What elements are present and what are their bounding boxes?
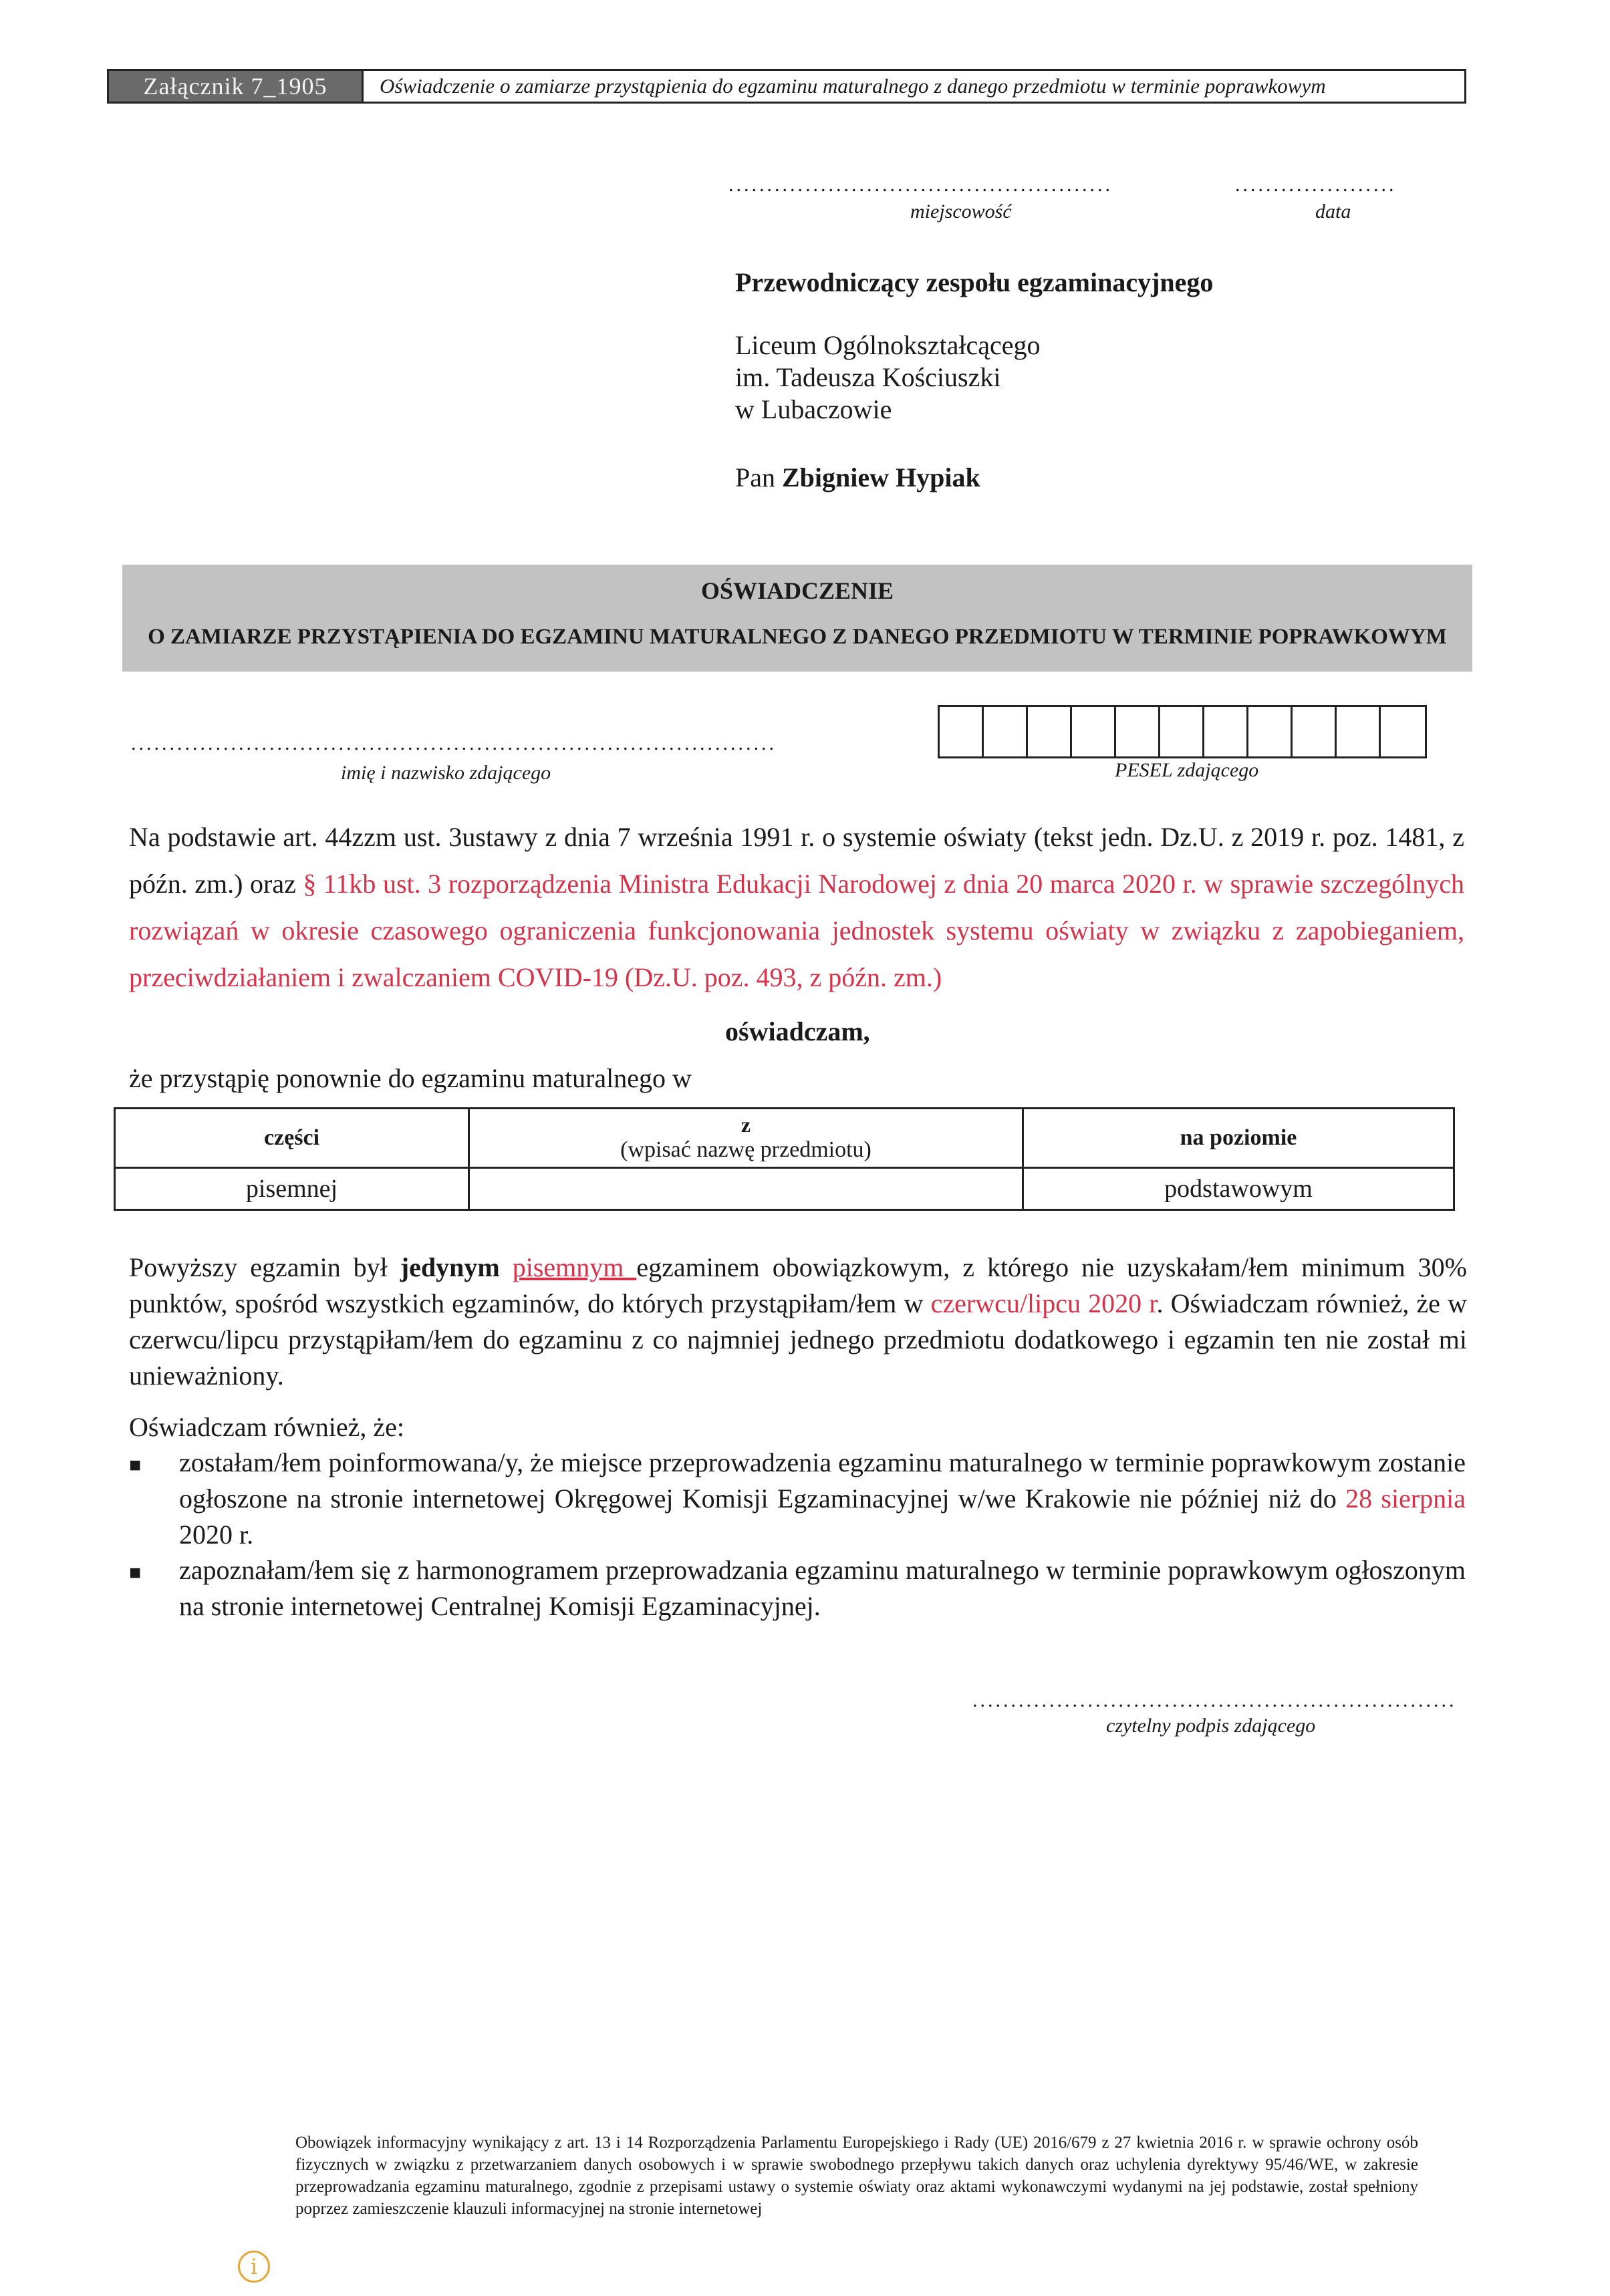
school-line-3: w Lubaczowie bbox=[735, 394, 892, 424]
pesel-digit-box[interactable] bbox=[1028, 707, 1072, 756]
declaration-heading bbox=[122, 565, 1472, 672]
legal-basis-paragraph bbox=[129, 814, 1464, 1001]
student-name-field[interactable]: .................................................................................... bbox=[131, 734, 777, 754]
declare-word: oświadczam, bbox=[725, 1016, 870, 1046]
bullet-item-schedule: zapoznałam/łem się z harmonogramem przeprowadzania egzaminu maturalnego w terminie poprawkowym ogłoszonym na stronie internetowej Centralnej Komisji Egzaminacyjnej. bbox=[179, 1555, 1466, 1621]
signature-field[interactable]: ............................................................... bbox=[972, 1691, 1457, 1711]
part-value: pisemnej bbox=[115, 1168, 469, 1210]
exam-statement-written: pisemnym bbox=[512, 1252, 637, 1282]
exam-statement-text-d: egzaminem obowiązkowym, z którego nie uzyskałam/łem minimum 30% punktów, spośród wszystkich egzaminów, do których przystąpiłam/łem w bbox=[129, 1252, 1467, 1318]
exam-statement-period: czerwcu/lipcu 2020 r bbox=[930, 1288, 1157, 1318]
legal-basis-text: Na podstawie art. 44zzm ust. 3ustawy z dnia 7 września 1991 r. o systemie oświaty (tekst jedn. Dz.U. z 2019 r. poz. 1481, z późn. zm.) oraz bbox=[129, 822, 1464, 899]
level-value: podstawowym bbox=[1023, 1168, 1454, 1210]
bullet-location-date: 28 sierpnia bbox=[1345, 1483, 1466, 1514]
addressee-name: Zbigniew Hypiak bbox=[782, 462, 980, 492]
col-subject-header-hint: (wpisać nazwę przedmiotu) bbox=[620, 1137, 871, 1162]
pesel-input[interactable] bbox=[938, 705, 1427, 758]
exam-statement-text-a: Powyższy egzamin był bbox=[129, 1252, 400, 1282]
pesel-caption: PESEL zdającego bbox=[1115, 759, 1259, 781]
signature-caption: czytelny podpis zdającego bbox=[1106, 1715, 1316, 1737]
school-line-1: Liceum Ogólnokształcącego bbox=[735, 330, 1041, 360]
info-icon: i bbox=[238, 2251, 270, 2283]
pesel-digit-box[interactable] bbox=[1381, 707, 1425, 756]
pesel-digit-box[interactable] bbox=[1160, 707, 1204, 756]
footer-information-notice: Obowiązek informacyjny wynikający z art. 13 i 14 Rozporządzenia Parlamentu Europejskiego i Rady (UE) 2016/679 z 27 kwietnia 2016 r. w sprawie ochrony osób fizycznych w związku z przetwarzaniem danych osobowych i w sprawie swobodnego przepływu takich danych oraz uchylenia dyrektywy 95/46/WE, w zakresie przeprowadzania egzaminu maturalnego, zgodnie z przepisami ustawy o systemie oświaty oraz aktami wykonawczymi wydanymi na jej podstawie, został spełniony poprzez zamieszczenie klauzuli informacyjnej na stronie internetowej bbox=[295, 2134, 1418, 2218]
bullet-location-text: zostałam/łem poinformowana/y, że miejsce przeprowadzenia egzaminu maturalnego w terminie poprawkowym zostanie ogłoszone na stronie internetowej Okręgowej Komisji Egzaminacyjnej w/we Krakowie nie później niż do bbox=[179, 1447, 1466, 1514]
legal-basis-regulation: § 11kb ust. 3 rozporządzenia Ministra Edukacji Narodowej z dnia 20 marca 2020 r. w sprawie szczególnych rozwiązań w okresie czasowego ograniczenia funkcjonowania jednostek systemu oświaty w związku z zapobieganiem, przeciwdziałaniem i zwalczaniem COVID-19 (Dz.U. poz. 493, z późn. zm.) bbox=[129, 869, 1464, 992]
exam-statement bbox=[129, 1250, 1467, 1394]
also-declare: Oświadczam również, że: bbox=[129, 1412, 405, 1442]
bullet-item-location bbox=[179, 1445, 1466, 1553]
pesel-digit-box[interactable] bbox=[1293, 707, 1337, 756]
exam-table bbox=[114, 1107, 1455, 1211]
pesel-digit-box[interactable] bbox=[1337, 707, 1381, 756]
pesel-digit-box[interactable] bbox=[940, 707, 984, 756]
bullet-icon: ■ bbox=[129, 1454, 142, 1476]
subject-input[interactable] bbox=[469, 1168, 1023, 1210]
col-level-header: na poziomie bbox=[1023, 1109, 1454, 1168]
date-field[interactable]: ..................... bbox=[1235, 175, 1397, 195]
bullet-icon: ■ bbox=[129, 1562, 142, 1584]
addressee-name-line bbox=[735, 461, 980, 494]
col-subject-header bbox=[469, 1109, 1023, 1168]
header-title: Oświadczenie o zamiarze przystąpienia do egzaminu maturalnego z danego przedmiotu w terminie poprawkowym bbox=[380, 74, 1326, 98]
pesel-digit-box[interactable] bbox=[1248, 707, 1293, 756]
document-header bbox=[107, 69, 1466, 104]
pesel-digit-box[interactable] bbox=[1072, 707, 1116, 756]
salutation: Pan bbox=[735, 462, 775, 492]
bullet-location-year: 2020 r. bbox=[179, 1520, 254, 1550]
col-subject-header-z: z bbox=[741, 1113, 751, 1137]
place-caption: miejscowość bbox=[910, 200, 1012, 223]
col-part-header: części bbox=[115, 1109, 469, 1168]
student-name-caption: imię i nazwisko zdającego bbox=[341, 762, 551, 784]
exam-statement-only: jedynym bbox=[400, 1252, 500, 1282]
pesel-digit-box[interactable] bbox=[984, 707, 1028, 756]
date-caption: data bbox=[1315, 200, 1351, 223]
addressee-role: Przewodniczący zespołu egzaminacyjnego bbox=[735, 267, 1214, 297]
school-line-2: im. Tadeusza Kościuszki bbox=[735, 362, 1001, 392]
pesel-digit-box[interactable] bbox=[1204, 707, 1248, 756]
heading-subtitle: O ZAMIARZE PRZYSTĄPIENIA DO EGZAMINU MATURALNEGO Z DANEGO PRZEDMIOTU W TERMINIE POPRAWKOWYM bbox=[148, 625, 1447, 649]
attachment-code: Załącznik 7_1905 bbox=[109, 71, 362, 102]
exam-statement-text-f: . Oświadczam również, że w czerwcu/lipcu przystąpiłam/łem do egzaminu z co najmniej jednego przedmiotu dodatkowego i egzamin ten nie został mi unieważniony. bbox=[129, 1288, 1467, 1391]
heading-title: OŚWIADCZENIE bbox=[700, 577, 894, 604]
header-divider bbox=[362, 71, 364, 102]
pesel-digit-box[interactable] bbox=[1116, 707, 1160, 756]
intro-text: że przystąpię ponownie do egzaminu maturalnego w bbox=[129, 1063, 692, 1093]
place-field[interactable]: .................................................. bbox=[728, 175, 1113, 195]
